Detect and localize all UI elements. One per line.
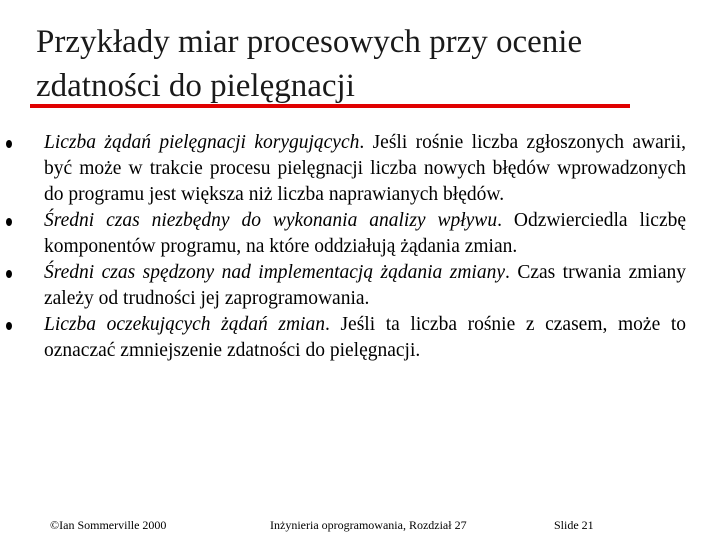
bullet-item	[0, 130, 686, 208]
bullet-item	[0, 312, 686, 364]
bullet-term: Średni czas niezbędny do wykonania analizy wpływu	[44, 210, 498, 231]
bullet-item	[0, 260, 686, 312]
bullet-text: . Jeśli rośnie liczba zgłoszonych awarii, być może w trakcie procesu pielęgnacji liczba nowych błędów wprowadzonych do programu jest większa niż liczba naprawianych błędów.	[44, 132, 686, 205]
bullet-term: Średni czas spędzony nad implementacją żądania zmiany	[44, 262, 505, 283]
bullet-dot-icon	[6, 322, 12, 330]
footer-slide-number: Slide 21	[554, 518, 594, 532]
bullet-text: . Jeśli ta liczba rośnie z czasem, może to oznaczać zmniejszenie zdatności do pielęgnacji.	[44, 314, 687, 361]
title-underline	[30, 104, 630, 108]
bullet-text: . Odzwierciedla liczbę komponentów programu, na które oddziałują żądania zmian.	[44, 210, 686, 257]
bullet-dot-icon	[6, 140, 12, 148]
bullet-dot-icon	[6, 218, 12, 226]
bullet-item	[0, 208, 686, 260]
bullet-term: Liczba oczekujących żądań zmian	[44, 314, 325, 335]
footer-copyright: ©Ian Sommerville 2000	[50, 518, 167, 532]
slide-title-line-1: Przykłady miar procesowych przy ocenie	[36, 24, 583, 60]
footer-course: Inżynieria oprogramowania, Rozdział 27	[270, 518, 467, 532]
bullet-list	[0, 130, 720, 364]
slide-title-line-2: zdatności do pielęgnacji	[36, 68, 355, 104]
bullet-text: . Czas trwania zmiany zależy od trudności jej zaprogramowania.	[44, 262, 686, 309]
bullet-term: Liczba żądań pielęgnacji korygujących	[44, 132, 360, 153]
bullet-dot-icon	[6, 270, 12, 278]
slide-title	[36, 20, 696, 108]
